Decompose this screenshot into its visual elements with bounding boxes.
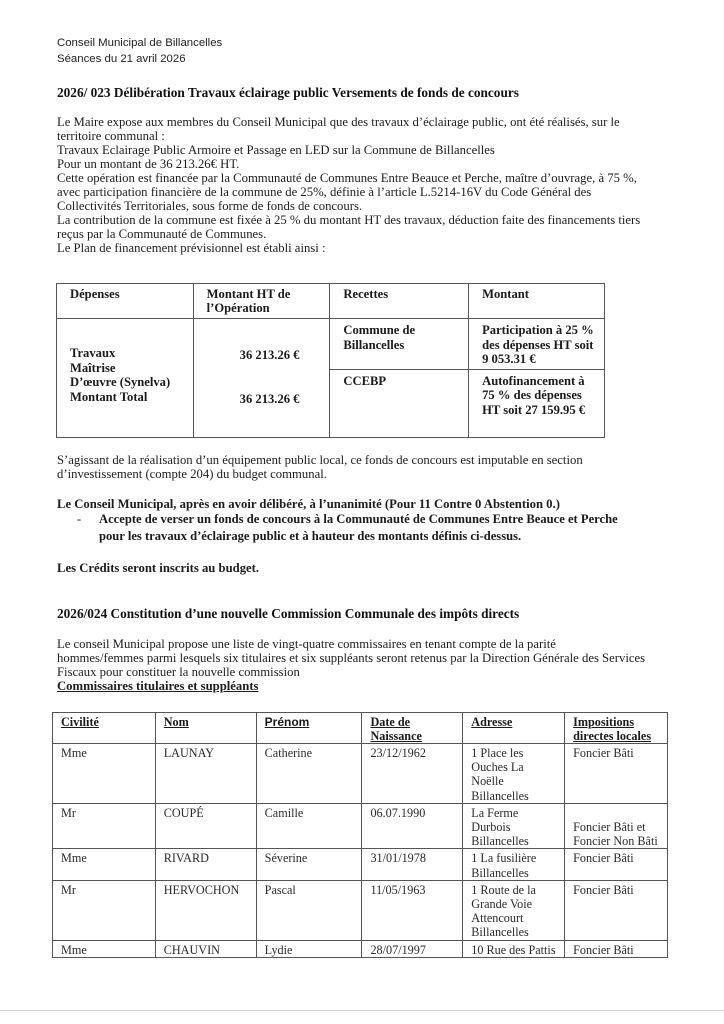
expenses-cell [57,319,194,438]
header-adresse: Adresse [463,713,565,744]
cell-date: 28/07/1997 [362,940,463,957]
cell-civilite: Mme [53,940,156,957]
table-row [57,319,605,370]
expense-item: Maîtrise [70,360,116,375]
table-row [53,940,668,957]
header-montant: Montant [469,284,605,319]
deliberation-title-023: 2026/ 023 Délibération Travaux éclairage public Versements de fonds de concours [57,85,519,100]
cell-prenom: Séverine [256,849,362,880]
table-row [53,849,668,880]
header-date-naissance: Date de Naissance [362,713,463,744]
bullet-line: pour les travaux d’éclairage public et à hauteur des montants définis ci-dessus. [99,529,522,543]
table-row [53,880,668,940]
cell-nom: CHAUVIN [155,940,256,957]
expense-item: D’œuvre (Synelva) [70,375,171,389]
cell-prenom: Lydie [256,940,362,957]
table-row [53,803,668,849]
cell-nom: LAUNAY [155,744,256,804]
cell-adresse: 1 Route de la Grande Voie Attencourt Billancelles [463,880,565,940]
cell-nom: HERVOCHON [155,880,256,940]
expense-amounts-cell [193,319,330,438]
cell-impositions: Foncier Bâti [565,940,668,957]
revenue-amount: Participation à 25 % des dépenses HT soit 9 053.31 € [469,319,605,370]
cell-impositions: Foncier Bâti et Foncier Non Bâti [565,803,668,849]
imputation-paragraph [57,453,667,481]
revenue-source: Commune de Billancelles [330,319,469,370]
intro-line: La contribution de la commune est fixée à 25 % du montant HT des travaux, déduction faite des financements tiers [57,213,641,227]
header-impositions: Impositions directes locales [565,713,668,744]
intro-line: Le Maire expose aux membres du Conseil Municipal que des travaux d’éclairage public, ont été réalisés, sur le [57,115,620,129]
cell-nom: COUPÉ [155,803,256,849]
intro-line: reçus par la Communauté de Communes. [57,227,267,241]
bullet-line: Accepte de verser un fonds de concours à la Communauté de Communes Entre Beauce et Perche [99,512,618,526]
cell-impositions: Foncier Bâti [565,744,668,804]
intro-line: Cette opération est financée par la Communauté de Communes Entre Beauce et Perche, maître d’ouvrage, à 75 %, [57,171,637,185]
cell-adresse: 1 La fusilière Billancelles [463,849,565,880]
deliberation-023-intro [57,115,667,255]
deliberation-024-intro [57,637,667,693]
intro-line: Pour un montant de 36 213.26€ HT. [57,157,240,171]
header-depenses: Dépenses [57,284,194,319]
session-date: Séances du 21 avril 2026 [57,53,186,65]
cell-adresse: La Ferme Durbois Billancelles [463,803,565,849]
credits-statement: Les Crédits seront inscrits au budget. [57,561,260,575]
council-name: Conseil Municipal de Billancelles [57,37,223,49]
cell-civilite: Mme [53,849,156,880]
cell-nom: RIVARD [155,849,256,880]
table-header-row [53,713,668,744]
header-civilite: Civilité [53,713,156,744]
intro-line: territoire communal : [57,129,165,143]
intro-line: Collectivités Territoriales, sous forme de fonds de concours. [57,199,363,213]
cell-date: 23/12/1962 [362,744,463,804]
decision-bullet [99,512,618,543]
table-row [53,744,668,804]
document-header [57,35,222,67]
intro-line: Le conseil Municipal propose une liste de vingt-quatre commissaires en tenant compte de la parité [57,637,556,651]
cell-impositions: Foncier Bâti [565,849,668,880]
cell-civilite: Mme [53,744,156,804]
table-header-row [57,284,605,319]
cell-date: 31/01/1978 [362,849,463,880]
intro-line: avec participation financière de la commune de 25%, définie à l’article L.5214-16V du Code Général des [57,185,592,199]
cell-adresse: 10 Rue des Pattis [463,940,565,957]
deliberation-title-024: 2026/024 Constitution d’une nouvelle Commission Communale des impôts directs [57,606,520,621]
imputation-line: S’agissant de la réalisation d’un équipement public local, ce fonds de concours est imputable en section [57,453,583,467]
intro-line: Travaux Eclairage Public Armoire et Passage en LED sur la Commune de Billancelles [57,143,495,157]
cell-date: 06.07.1990 [362,803,463,849]
financing-plan-table [56,283,605,438]
header-prenom: Prénom [256,713,362,744]
total-amount: 36 213.26 € [239,391,300,406]
intro-line: Fiscaux pour constituer la nouvelle commission [57,665,300,679]
commissioners-subtitle: Commissaires titulaires et suppléants [57,679,259,693]
revenue-source: CCEBP [330,369,469,437]
cell-prenom: Catherine [256,744,362,804]
cell-date: 11/05/1963 [362,880,463,940]
cell-prenom: Pascal [256,880,362,940]
imputation-line: d’investissement (compte 204) du budget communal. [57,467,327,481]
cell-civilite: Mr [53,880,156,940]
header-nom: Nom [155,713,256,744]
commissioners-table [52,712,668,958]
page-bottom-divider [0,1010,724,1011]
header-recettes: Recettes [330,284,469,319]
header-montant-ht: Montant HT de l’Opération [193,284,330,319]
intro-line: Le Plan de financement prévisionnel est établi ainsi : [57,241,326,255]
bullet-dash: - [77,512,82,526]
cell-adresse: 1 Place les Ouches La Noëlle Billancelles [463,744,565,804]
cell-impositions: Foncier Bâti [565,880,668,940]
expense-amount: 36 213.26 € [239,348,300,362]
revenue-amount: Autofinancement à 75 % des dépenses HT soit 27 159.95 € [469,369,605,437]
intro-line: hommes/femmes parmi lesquels six titulaires et six suppléants seront retenus par la Direction Générale des Services [57,651,646,665]
decision-statement: Le Conseil Municipal, après en avoir délibéré, à l’unanimité (Pour 11 Contre 0 Abstention 0.) [57,497,560,511]
expense-item: Montant Total [70,389,148,404]
expense-item: Travaux [70,346,116,360]
cell-prenom: Camille [256,803,362,849]
cell-civilite: Mr [53,803,156,849]
